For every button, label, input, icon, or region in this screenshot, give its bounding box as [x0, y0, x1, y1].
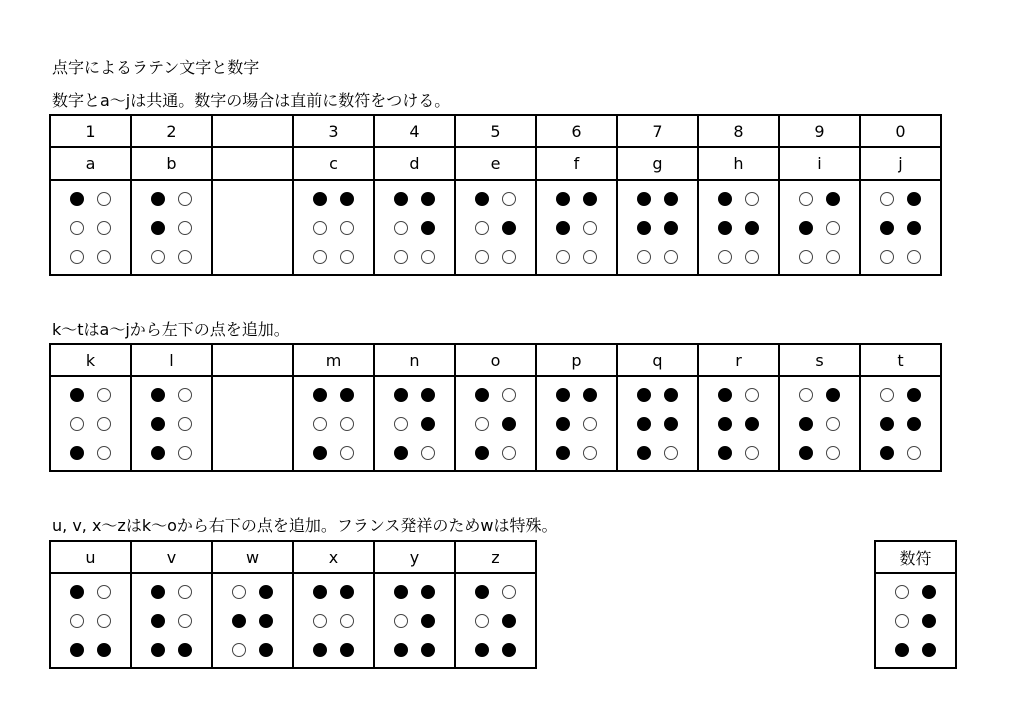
number-label: 1	[50, 115, 131, 147]
raised-dot-4	[907, 417, 921, 431]
braille-cell-u	[50, 573, 131, 668]
flat-dot-6	[907, 446, 921, 460]
number-row	[50, 115, 941, 147]
flat-dot-5	[232, 643, 246, 657]
flat-dot-3	[70, 614, 84, 628]
letter-label: i	[779, 147, 860, 180]
flat-dot-6	[907, 250, 921, 264]
number-label: 4	[374, 115, 455, 147]
number-label: 0	[860, 115, 941, 147]
flat-dot-4	[583, 221, 597, 235]
flat-dot-2	[502, 388, 516, 402]
letter-label: o	[455, 344, 536, 376]
flat-dot-3	[394, 614, 408, 628]
letter-label: r	[698, 344, 779, 376]
flat-dot-3	[313, 417, 327, 431]
raised-dot-1	[556, 192, 570, 206]
braille-cell-t	[860, 376, 941, 471]
raised-dot-6	[259, 643, 273, 657]
braille-cell-a	[50, 180, 131, 275]
empty-cell	[212, 376, 293, 471]
flat-dot-3	[475, 614, 489, 628]
raised-dot-5	[475, 446, 489, 460]
raised-dot-5	[799, 446, 813, 460]
braille-cell-k	[50, 376, 131, 471]
raised-dot-2	[259, 585, 273, 599]
raised-dot-1	[637, 388, 651, 402]
raised-dot-3	[151, 417, 165, 431]
braille-pattern	[132, 192, 211, 264]
raised-dot-5	[895, 643, 909, 657]
braille-cell-b	[131, 180, 212, 275]
letter-label: m	[293, 344, 374, 376]
letter-label: t	[860, 344, 941, 376]
flat-dot-6	[826, 250, 840, 264]
braille-pattern	[456, 585, 535, 657]
empty-cell	[212, 180, 293, 275]
braille-pattern	[375, 388, 454, 460]
raised-dot-1	[313, 192, 327, 206]
flat-dot-4	[340, 417, 354, 431]
raised-dot-2	[421, 585, 435, 599]
raised-dot-3	[799, 417, 813, 431]
flat-dot-2	[502, 192, 516, 206]
flat-dot-1	[895, 585, 909, 599]
braille-cell-c	[293, 180, 374, 275]
number-label: 7	[617, 115, 698, 147]
flat-dot-6	[502, 250, 516, 264]
flat-dot-4	[178, 417, 192, 431]
braille-pattern	[375, 585, 454, 657]
flat-dot-6	[745, 446, 759, 460]
braille-pattern	[861, 388, 940, 460]
raised-dot-2	[421, 192, 435, 206]
section-caption-3: u, v, x〜zはk〜oから右下の点を追加。フランス発祥のためwは特殊。	[52, 516, 558, 535]
flat-dot-6	[340, 446, 354, 460]
flat-dot-6	[502, 446, 516, 460]
flat-dot-2	[97, 192, 111, 206]
raised-dot-2	[583, 192, 597, 206]
flat-dot-2	[97, 388, 111, 402]
raised-dot-4	[745, 417, 759, 431]
braille-cell-g	[617, 180, 698, 275]
braille-table-u-z	[49, 540, 537, 669]
raised-dot-4	[664, 221, 678, 235]
raised-dot-5	[70, 643, 84, 657]
letter-label: c	[293, 147, 374, 180]
braille-pattern	[294, 388, 373, 460]
raised-dot-6	[502, 643, 516, 657]
raised-dot-5	[637, 446, 651, 460]
braille-cell-l	[131, 376, 212, 471]
braille-cell-s	[779, 376, 860, 471]
flat-dot-6	[178, 446, 192, 460]
braille-pattern	[618, 388, 697, 460]
flat-dot-5	[556, 250, 570, 264]
raised-dot-2	[907, 192, 921, 206]
number-label: 6	[536, 115, 617, 147]
raised-dot-1	[637, 192, 651, 206]
braille-cell-m	[293, 376, 374, 471]
letter-label: g	[617, 147, 698, 180]
flat-dot-1	[880, 192, 894, 206]
flat-dot-2	[745, 192, 759, 206]
section-caption-1: 数字とa〜jは共通。数字の場合は直前に数符をつける。	[52, 91, 451, 110]
braille-cell-o	[455, 376, 536, 471]
braille-pattern	[132, 388, 211, 460]
flat-dot-4	[178, 221, 192, 235]
braille-pattern	[699, 388, 778, 460]
flat-dot-5	[70, 250, 84, 264]
braille-row	[50, 376, 941, 471]
flat-dot-6	[583, 250, 597, 264]
flat-dot-6	[664, 250, 678, 264]
letter-label: u	[50, 541, 131, 573]
empty-cell	[212, 115, 293, 147]
raised-dot-1	[151, 192, 165, 206]
flat-dot-6	[421, 250, 435, 264]
braille-cell-x	[293, 573, 374, 668]
raised-dot-1	[556, 388, 570, 402]
raised-dot-5	[70, 446, 84, 460]
braille-cell-z	[455, 573, 536, 668]
raised-dot-2	[583, 388, 597, 402]
empty-cell	[212, 147, 293, 180]
number-sign-cell	[875, 573, 956, 668]
raised-dot-3	[637, 417, 651, 431]
flat-dot-4	[97, 614, 111, 628]
flat-dot-3	[313, 221, 327, 235]
raised-dot-5	[313, 446, 327, 460]
braille-pattern	[51, 192, 130, 264]
flat-dot-6	[178, 250, 192, 264]
letter-label: q	[617, 344, 698, 376]
letter-row	[50, 147, 941, 180]
flat-dot-2	[178, 388, 192, 402]
raised-dot-5	[151, 446, 165, 460]
number-label: 8	[698, 115, 779, 147]
braille-cell-y	[374, 573, 455, 668]
section-caption-2: k〜tはa〜jから左下の点を追加。	[52, 320, 290, 339]
flat-dot-5	[880, 250, 894, 264]
flat-dot-4	[178, 614, 192, 628]
raised-dot-5	[880, 446, 894, 460]
flat-dot-4	[826, 417, 840, 431]
braille-pattern	[213, 585, 292, 657]
letter-label: d	[374, 147, 455, 180]
flat-dot-6	[583, 446, 597, 460]
flat-dot-5	[718, 250, 732, 264]
letter-label: j	[860, 147, 941, 180]
raised-dot-1	[475, 192, 489, 206]
braille-pattern	[699, 192, 778, 264]
flat-dot-6	[745, 250, 759, 264]
raised-dot-3	[880, 417, 894, 431]
braille-pattern	[537, 388, 616, 460]
flat-dot-1	[799, 388, 813, 402]
raised-dot-2	[340, 585, 354, 599]
flat-dot-4	[97, 417, 111, 431]
flat-dot-6	[97, 250, 111, 264]
raised-dot-3	[637, 221, 651, 235]
raised-dot-1	[718, 192, 732, 206]
braille-pattern	[51, 585, 130, 657]
flat-dot-5	[394, 250, 408, 264]
raised-dot-1	[394, 388, 408, 402]
flat-dot-6	[421, 446, 435, 460]
raised-dot-6	[97, 643, 111, 657]
raised-dot-5	[313, 643, 327, 657]
letter-label: e	[455, 147, 536, 180]
letter-label: w	[212, 541, 293, 573]
braille-cell-w	[212, 573, 293, 668]
raised-dot-3	[880, 221, 894, 235]
braille-pattern	[51, 388, 130, 460]
flat-dot-3	[70, 417, 84, 431]
raised-dot-1	[475, 388, 489, 402]
braille-pattern	[876, 585, 955, 657]
raised-dot-6	[340, 643, 354, 657]
flat-dot-3	[313, 614, 327, 628]
raised-dot-6	[922, 643, 936, 657]
raised-dot-6	[178, 643, 192, 657]
letter-label: k	[50, 344, 131, 376]
raised-dot-4	[421, 614, 435, 628]
raised-dot-4	[421, 221, 435, 235]
number-label: 2	[131, 115, 212, 147]
empty-cell	[212, 344, 293, 376]
raised-dot-4	[907, 221, 921, 235]
raised-dot-3	[718, 417, 732, 431]
letter-label: h	[698, 147, 779, 180]
number-sign-label: 数符	[875, 541, 956, 573]
braille-pattern	[132, 585, 211, 657]
flat-dot-5	[637, 250, 651, 264]
braille-pattern	[537, 192, 616, 264]
letter-row	[50, 541, 536, 573]
flat-dot-2	[502, 585, 516, 599]
letter-label: x	[293, 541, 374, 573]
raised-dot-4	[502, 417, 516, 431]
letter-label: s	[779, 344, 860, 376]
flat-dot-2	[745, 388, 759, 402]
letter-label: p	[536, 344, 617, 376]
flat-dot-5	[151, 250, 165, 264]
raised-dot-1	[313, 388, 327, 402]
flat-dot-2	[97, 585, 111, 599]
raised-dot-3	[151, 221, 165, 235]
raised-dot-2	[826, 192, 840, 206]
raised-dot-1	[394, 585, 408, 599]
raised-dot-2	[340, 388, 354, 402]
flat-dot-5	[475, 250, 489, 264]
flat-dot-2	[178, 585, 192, 599]
raised-dot-4	[421, 417, 435, 431]
braille-pattern	[780, 388, 859, 460]
raised-dot-2	[826, 388, 840, 402]
raised-dot-3	[556, 221, 570, 235]
raised-dot-1	[475, 585, 489, 599]
flat-dot-4	[583, 417, 597, 431]
page-title: 点字によるラテン文字と数字	[52, 58, 260, 77]
flat-dot-3	[394, 221, 408, 235]
flat-dot-6	[97, 446, 111, 460]
raised-dot-4	[664, 417, 678, 431]
raised-dot-5	[475, 643, 489, 657]
braille-row	[875, 573, 956, 668]
braille-pattern	[456, 192, 535, 264]
raised-dot-1	[718, 388, 732, 402]
raised-dot-5	[151, 643, 165, 657]
flat-dot-1	[232, 585, 246, 599]
flat-dot-4	[340, 221, 354, 235]
braille-pattern	[294, 585, 373, 657]
braille-table-digits-a-j	[49, 114, 942, 276]
braille-cell-i	[779, 180, 860, 275]
braille-pattern	[456, 388, 535, 460]
raised-dot-1	[394, 192, 408, 206]
raised-dot-1	[151, 388, 165, 402]
braille-row	[50, 573, 536, 668]
raised-dot-5	[394, 643, 408, 657]
raised-dot-1	[70, 585, 84, 599]
braille-cell-r	[698, 376, 779, 471]
raised-dot-2	[664, 388, 678, 402]
letter-label: n	[374, 344, 455, 376]
braille-cell-q	[617, 376, 698, 471]
label-row	[875, 541, 956, 573]
raised-dot-2	[421, 388, 435, 402]
braille-cell-h	[698, 180, 779, 275]
flat-dot-3	[70, 221, 84, 235]
number-label: 9	[779, 115, 860, 147]
flat-dot-1	[799, 192, 813, 206]
raised-dot-5	[394, 446, 408, 460]
letter-label: y	[374, 541, 455, 573]
letter-row	[50, 344, 941, 376]
raised-dot-3	[556, 417, 570, 431]
flat-dot-6	[826, 446, 840, 460]
raised-dot-3	[799, 221, 813, 235]
raised-dot-4	[502, 221, 516, 235]
flat-dot-2	[178, 192, 192, 206]
braille-cell-j	[860, 180, 941, 275]
flat-dot-6	[664, 446, 678, 460]
raised-dot-4	[259, 614, 273, 628]
raised-dot-4	[745, 221, 759, 235]
raised-dot-2	[664, 192, 678, 206]
raised-dot-1	[151, 585, 165, 599]
raised-dot-3	[151, 614, 165, 628]
number-label: 5	[455, 115, 536, 147]
raised-dot-4	[502, 614, 516, 628]
flat-dot-3	[475, 417, 489, 431]
raised-dot-2	[922, 585, 936, 599]
flat-dot-4	[340, 614, 354, 628]
raised-dot-1	[313, 585, 327, 599]
braille-cell-d	[374, 180, 455, 275]
flat-dot-3	[895, 614, 909, 628]
letter-label: l	[131, 344, 212, 376]
flat-dot-6	[340, 250, 354, 264]
raised-dot-6	[421, 643, 435, 657]
flat-dot-5	[799, 250, 813, 264]
flat-dot-5	[313, 250, 327, 264]
braille-pattern	[861, 192, 940, 264]
letter-label: b	[131, 147, 212, 180]
flat-dot-3	[475, 221, 489, 235]
flat-dot-4	[97, 221, 111, 235]
braille-pattern	[618, 192, 697, 264]
braille-cell-e	[455, 180, 536, 275]
raised-dot-3	[718, 221, 732, 235]
raised-dot-1	[70, 192, 84, 206]
number-label: 3	[293, 115, 374, 147]
raised-dot-4	[922, 614, 936, 628]
flat-dot-1	[880, 388, 894, 402]
raised-dot-2	[340, 192, 354, 206]
letter-label: f	[536, 147, 617, 180]
raised-dot-1	[70, 388, 84, 402]
letter-label: z	[455, 541, 536, 573]
braille-row	[50, 180, 941, 275]
braille-pattern	[780, 192, 859, 264]
raised-dot-3	[232, 614, 246, 628]
letter-label: a	[50, 147, 131, 180]
braille-cell-n	[374, 376, 455, 471]
braille-pattern	[375, 192, 454, 264]
raised-dot-2	[907, 388, 921, 402]
braille-table-k-t	[49, 343, 942, 472]
braille-table-number-sign	[874, 540, 957, 669]
braille-cell-f	[536, 180, 617, 275]
letter-label: v	[131, 541, 212, 573]
braille-pattern	[294, 192, 373, 264]
raised-dot-5	[718, 446, 732, 460]
braille-cell-p	[536, 376, 617, 471]
flat-dot-3	[394, 417, 408, 431]
raised-dot-5	[556, 446, 570, 460]
braille-cell-v	[131, 573, 212, 668]
flat-dot-4	[826, 221, 840, 235]
